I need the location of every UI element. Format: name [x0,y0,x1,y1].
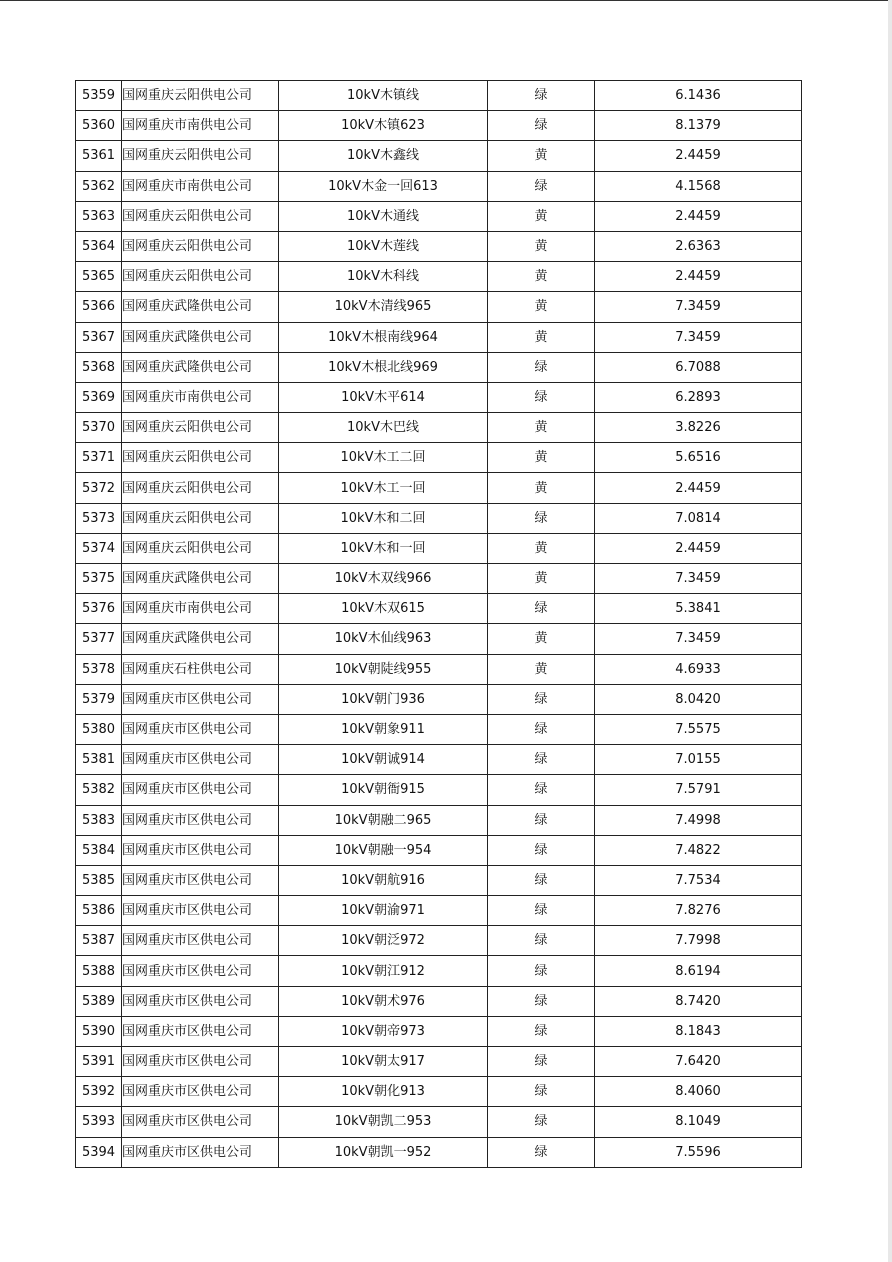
status-cell: 黄 [488,624,595,654]
row-id-cell: 5367 [76,322,122,352]
line-name-cell: 10kV朝术976 [279,986,488,1016]
table-row [76,262,802,292]
value-cell: 8.1049 [595,1107,802,1137]
line-name-cell: 10kV木巴线 [279,413,488,443]
line-name-cell: 10kV木科线 [279,262,488,292]
value-cell: 8.6194 [595,956,802,986]
value-cell: 4.1568 [595,171,802,201]
row-id-cell: 5361 [76,141,122,171]
line-name-cell: 10kV木仙线963 [279,624,488,654]
value-cell: 5.6516 [595,443,802,473]
line-name-cell: 10kV朝衙915 [279,775,488,805]
status-cell: 绿 [488,745,595,775]
line-name-cell: 10kV木工二回 [279,443,488,473]
row-id-cell: 5373 [76,503,122,533]
table-row [76,714,802,744]
status-cell: 黄 [488,292,595,322]
row-id-cell: 5368 [76,352,122,382]
row-id-cell: 5380 [76,714,122,744]
table-row [76,322,802,352]
table-row [76,986,802,1016]
line-name-cell: 10kV木通线 [279,201,488,231]
row-id-cell: 5360 [76,111,122,141]
status-cell: 绿 [488,1077,595,1107]
status-cell: 绿 [488,805,595,835]
row-id-cell: 5376 [76,594,122,624]
row-id-cell: 5388 [76,956,122,986]
line-name-cell: 10kV木根南线964 [279,322,488,352]
status-cell: 绿 [488,956,595,986]
table-row [76,865,802,895]
row-id-cell: 5359 [76,81,122,111]
row-id-cell: 5366 [76,292,122,322]
table-row [76,1137,802,1167]
line-name-cell: 10kV朝航916 [279,865,488,895]
table-row [76,443,802,473]
status-cell: 黄 [488,141,595,171]
company-cell: 国网重庆市南供电公司 [122,171,279,201]
row-id-cell: 5394 [76,1137,122,1167]
row-id-cell: 5363 [76,201,122,231]
table-row [76,564,802,594]
table-row [76,594,802,624]
value-cell: 2.6363 [595,231,802,261]
value-cell: 7.7534 [595,865,802,895]
status-cell: 绿 [488,986,595,1016]
company-cell: 国网重庆市区供电公司 [122,956,279,986]
table-row [76,81,802,111]
value-cell: 6.7088 [595,352,802,382]
table-row [76,654,802,684]
value-cell: 6.1436 [595,81,802,111]
status-cell: 绿 [488,1107,595,1137]
status-cell: 绿 [488,1047,595,1077]
status-cell: 绿 [488,835,595,865]
company-cell: 国网重庆云阳供电公司 [122,262,279,292]
data-table [75,80,802,1168]
value-cell: 7.5575 [595,714,802,744]
value-cell: 6.2893 [595,382,802,412]
status-cell: 绿 [488,714,595,744]
company-cell: 国网重庆云阳供电公司 [122,81,279,111]
table-row [76,141,802,171]
row-id-cell: 5382 [76,775,122,805]
status-cell: 绿 [488,775,595,805]
row-id-cell: 5370 [76,413,122,443]
table-row [76,775,802,805]
company-cell: 国网重庆云阳供电公司 [122,141,279,171]
status-cell: 绿 [488,594,595,624]
company-cell: 国网重庆市区供电公司 [122,1107,279,1137]
table-row [76,503,802,533]
table-row [76,231,802,261]
table-row [76,684,802,714]
row-id-cell: 5384 [76,835,122,865]
row-id-cell: 5379 [76,684,122,714]
company-cell: 国网重庆武隆供电公司 [122,322,279,352]
line-name-cell: 10kV朝融二965 [279,805,488,835]
line-name-cell: 10kV木和二回 [279,503,488,533]
table-row [76,1107,802,1137]
line-name-cell: 10kV朝融一954 [279,835,488,865]
line-name-cell: 10kV朝太917 [279,1047,488,1077]
company-cell: 国网重庆云阳供电公司 [122,201,279,231]
company-cell: 国网重庆市南供电公司 [122,111,279,141]
table-row [76,292,802,322]
table-row [76,352,802,382]
table-row [76,1077,802,1107]
company-cell: 国网重庆云阳供电公司 [122,473,279,503]
status-cell: 绿 [488,81,595,111]
row-id-cell: 5369 [76,382,122,412]
company-cell: 国网重庆市区供电公司 [122,745,279,775]
line-name-cell: 10kV木金一回613 [279,171,488,201]
row-id-cell: 5375 [76,564,122,594]
status-cell: 黄 [488,654,595,684]
row-id-cell: 5364 [76,231,122,261]
table-row [76,413,802,443]
value-cell: 2.4459 [595,201,802,231]
value-cell: 8.0420 [595,684,802,714]
company-cell: 国网重庆市区供电公司 [122,775,279,805]
row-id-cell: 5372 [76,473,122,503]
table-row [76,533,802,563]
company-cell: 国网重庆云阳供电公司 [122,503,279,533]
status-cell: 黄 [488,443,595,473]
row-id-cell: 5374 [76,533,122,563]
company-cell: 国网重庆市区供电公司 [122,1137,279,1167]
value-cell: 7.5791 [595,775,802,805]
company-cell: 国网重庆市区供电公司 [122,684,279,714]
value-cell: 8.1379 [595,111,802,141]
line-name-cell: 10kV朝化913 [279,1077,488,1107]
status-cell: 黄 [488,533,595,563]
status-cell: 绿 [488,171,595,201]
status-cell: 绿 [488,896,595,926]
table-row [76,382,802,412]
table-row [76,1047,802,1077]
table-row [76,896,802,926]
table-row [76,805,802,835]
value-cell: 7.3459 [595,624,802,654]
value-cell: 7.4998 [595,805,802,835]
status-cell: 绿 [488,503,595,533]
table-row [76,111,802,141]
status-cell: 绿 [488,865,595,895]
line-name-cell: 10kV木和一回 [279,533,488,563]
line-name-cell: 10kV朝帝973 [279,1016,488,1046]
value-cell: 2.4459 [595,262,802,292]
status-cell: 黄 [488,231,595,261]
row-id-cell: 5392 [76,1077,122,1107]
table-row [76,956,802,986]
value-cell: 8.1843 [595,1016,802,1046]
row-id-cell: 5377 [76,624,122,654]
status-cell: 绿 [488,352,595,382]
company-cell: 国网重庆市区供电公司 [122,714,279,744]
value-cell: 2.4459 [595,473,802,503]
table-row [76,201,802,231]
row-id-cell: 5383 [76,805,122,835]
line-name-cell: 10kV木平614 [279,382,488,412]
company-cell: 国网重庆石柱供电公司 [122,654,279,684]
line-name-cell: 10kV朝渝971 [279,896,488,926]
value-cell: 7.7998 [595,926,802,956]
value-cell: 7.3459 [595,322,802,352]
value-cell: 5.3841 [595,594,802,624]
value-cell: 7.3459 [595,564,802,594]
line-name-cell: 10kV朝诚914 [279,745,488,775]
company-cell: 国网重庆市区供电公司 [122,1077,279,1107]
line-name-cell: 10kV朝江912 [279,956,488,986]
table-row [76,1016,802,1046]
row-id-cell: 5391 [76,1047,122,1077]
line-name-cell: 10kV木鑫线 [279,141,488,171]
company-cell: 国网重庆市区供电公司 [122,865,279,895]
line-name-cell: 10kV朝凯二953 [279,1107,488,1137]
line-name-cell: 10kV木根北线969 [279,352,488,382]
company-cell: 国网重庆云阳供电公司 [122,231,279,261]
company-cell: 国网重庆武隆供电公司 [122,352,279,382]
value-cell: 2.4459 [595,141,802,171]
company-cell: 国网重庆市区供电公司 [122,835,279,865]
row-id-cell: 5378 [76,654,122,684]
company-cell: 国网重庆武隆供电公司 [122,292,279,322]
line-name-cell: 10kV木莲线 [279,231,488,261]
value-cell: 4.6933 [595,654,802,684]
table-body [76,81,802,1168]
status-cell: 绿 [488,926,595,956]
value-cell: 7.8276 [595,896,802,926]
status-cell: 黄 [488,201,595,231]
company-cell: 国网重庆云阳供电公司 [122,413,279,443]
row-id-cell: 5362 [76,171,122,201]
value-cell: 7.4822 [595,835,802,865]
company-cell: 国网重庆市区供电公司 [122,1047,279,1077]
company-cell: 国网重庆市区供电公司 [122,1016,279,1046]
table-row [76,473,802,503]
company-cell: 国网重庆武隆供电公司 [122,564,279,594]
value-cell: 7.6420 [595,1047,802,1077]
company-cell: 国网重庆市南供电公司 [122,382,279,412]
line-name-cell: 10kV木镇623 [279,111,488,141]
line-name-cell: 10kV木镇线 [279,81,488,111]
value-cell: 7.0155 [595,745,802,775]
status-cell: 黄 [488,564,595,594]
status-cell: 绿 [488,684,595,714]
table-row [76,926,802,956]
value-cell: 8.7420 [595,986,802,1016]
company-cell: 国网重庆武隆供电公司 [122,624,279,654]
table-row [76,835,802,865]
status-cell: 黄 [488,413,595,443]
status-cell: 绿 [488,382,595,412]
status-cell: 绿 [488,111,595,141]
row-id-cell: 5393 [76,1107,122,1137]
status-cell: 黄 [488,473,595,503]
row-id-cell: 5390 [76,1016,122,1046]
company-cell: 国网重庆市区供电公司 [122,805,279,835]
line-name-cell: 10kV朝凯一952 [279,1137,488,1167]
page-top-border [0,0,892,1]
value-cell: 7.0814 [595,503,802,533]
line-name-cell: 10kV朝泛972 [279,926,488,956]
line-name-cell: 10kV朝陡线955 [279,654,488,684]
status-cell: 黄 [488,262,595,292]
status-cell: 黄 [488,322,595,352]
row-id-cell: 5365 [76,262,122,292]
status-cell: 绿 [488,1016,595,1046]
table-row [76,745,802,775]
row-id-cell: 5381 [76,745,122,775]
status-cell: 绿 [488,1137,595,1167]
line-name-cell: 10kV木双线966 [279,564,488,594]
row-id-cell: 5385 [76,865,122,895]
row-id-cell: 5386 [76,896,122,926]
value-cell: 7.5596 [595,1137,802,1167]
line-name-cell: 10kV木工一回 [279,473,488,503]
table-row [76,624,802,654]
value-cell: 3.8226 [595,413,802,443]
company-cell: 国网重庆市区供电公司 [122,926,279,956]
company-cell: 国网重庆市区供电公司 [122,896,279,926]
table-row [76,171,802,201]
line-name-cell: 10kV朝门936 [279,684,488,714]
value-cell: 8.4060 [595,1077,802,1107]
company-cell: 国网重庆市南供电公司 [122,594,279,624]
company-cell: 国网重庆云阳供电公司 [122,533,279,563]
company-cell: 国网重庆云阳供电公司 [122,443,279,473]
value-cell: 2.4459 [595,533,802,563]
page-edge-shadow [888,0,892,1262]
line-name-cell: 10kV朝象911 [279,714,488,744]
row-id-cell: 5389 [76,986,122,1016]
row-id-cell: 5371 [76,443,122,473]
value-cell: 7.3459 [595,292,802,322]
line-name-cell: 10kV木清线965 [279,292,488,322]
company-cell: 国网重庆市区供电公司 [122,986,279,1016]
line-name-cell: 10kV木双615 [279,594,488,624]
row-id-cell: 5387 [76,926,122,956]
